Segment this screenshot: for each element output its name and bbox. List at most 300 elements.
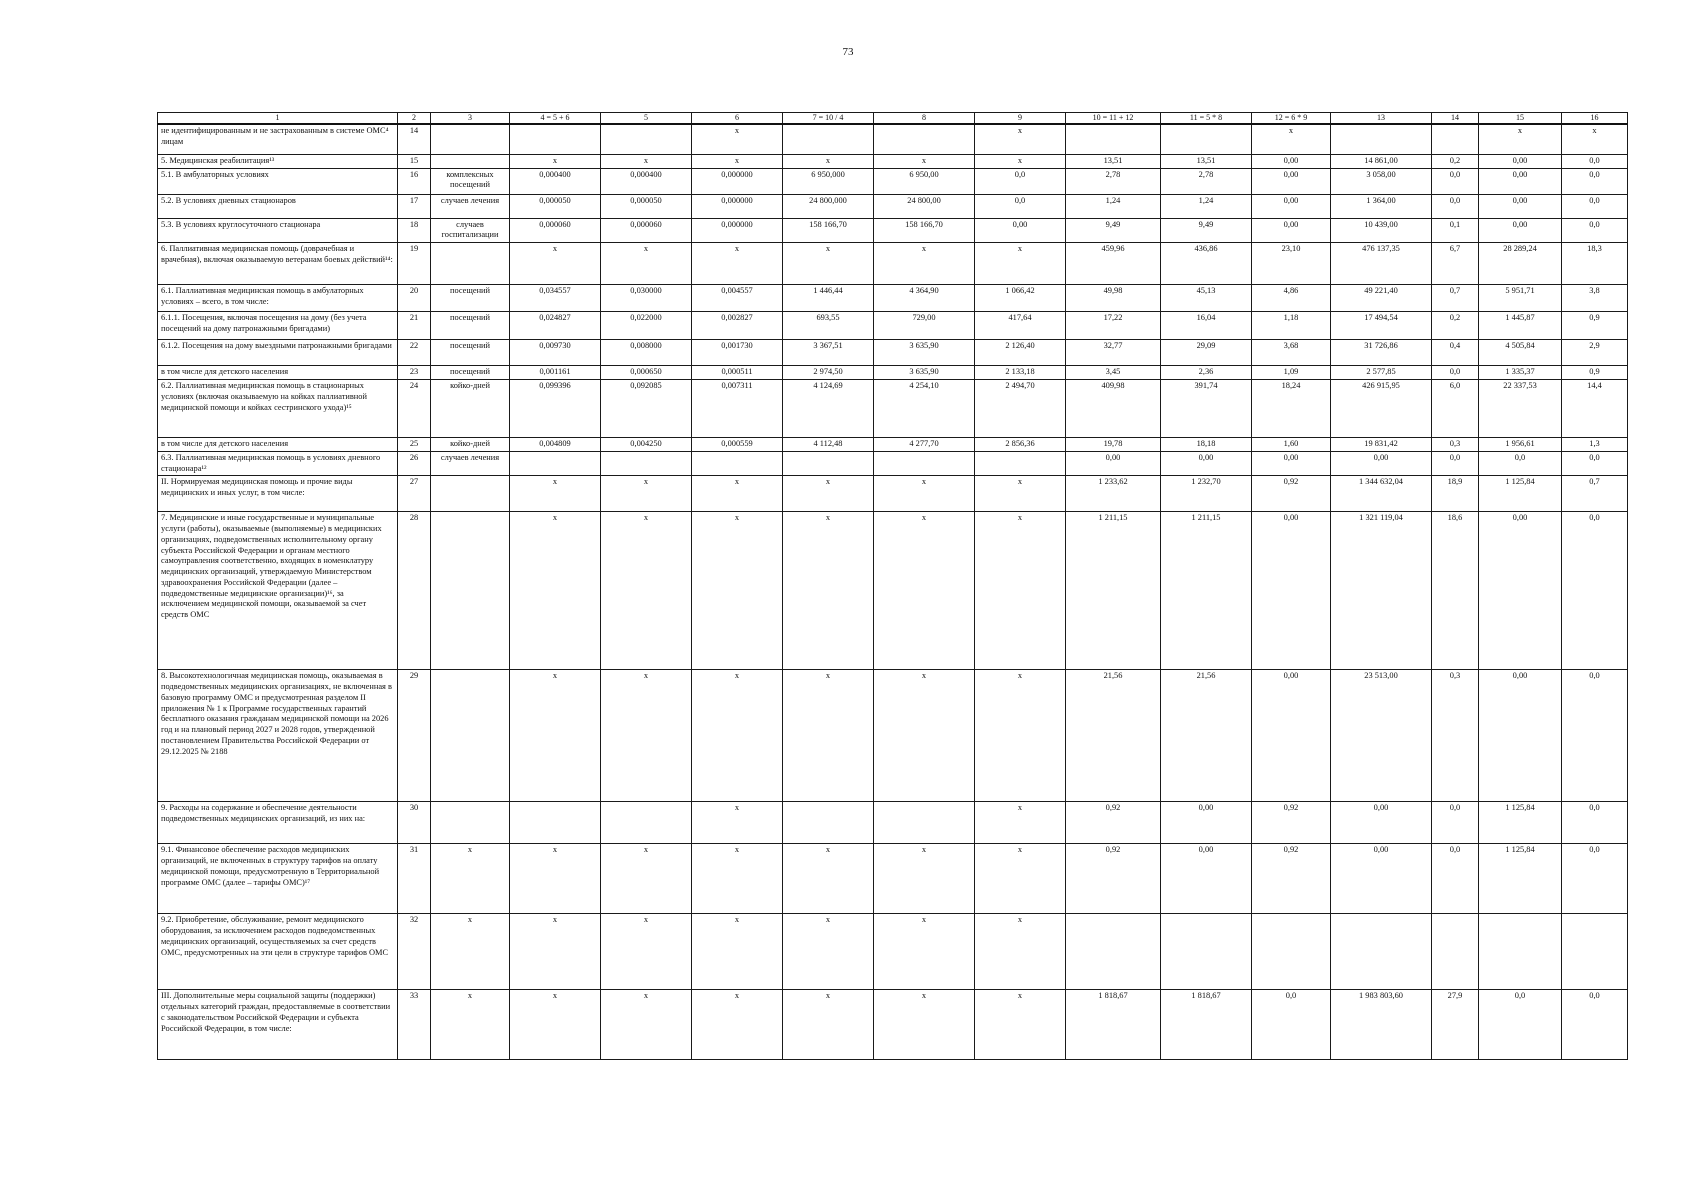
table-cell: x (975, 476, 1066, 512)
table-cell: 0,034557 (510, 285, 601, 312)
row-label: 5. Медицинская реабилитация¹³ (158, 154, 398, 168)
table-cell: 3 367,51 (783, 340, 874, 366)
table-cell: 1 364,00 (1331, 194, 1432, 218)
table-row (158, 285, 1628, 312)
table-cell: 3 635,90 (874, 340, 975, 366)
table-cell: 0,2 (1432, 154, 1479, 168)
table-cell: 18,24 (1252, 380, 1331, 438)
table-cell: x (692, 124, 783, 154)
table-cell: x (975, 243, 1066, 285)
table-cell (510, 451, 601, 476)
table-cell: x (783, 512, 874, 670)
table-cell: x (975, 802, 1066, 844)
table-cell: 22 337,53 (1479, 380, 1562, 438)
table-cell: 21,56 (1066, 670, 1161, 802)
table-cell: 2 577,85 (1331, 366, 1432, 380)
table-cell: 459,96 (1066, 243, 1161, 285)
row-label: в том числе для детского населения (158, 366, 398, 380)
table-cell: x (783, 914, 874, 990)
table-cell (601, 451, 692, 476)
unit-cell (431, 670, 510, 802)
table-cell: 13,51 (1161, 154, 1252, 168)
table-cell: 1 211,15 (1161, 512, 1252, 670)
table-cell: x (874, 476, 975, 512)
table-cell: x (510, 990, 601, 1060)
table-row (158, 218, 1628, 243)
row-label: 6.1. Паллиативная медицинская помощь в амбулаторных условиях – всего, в том числе: (158, 285, 398, 312)
table-cell: 4 277,70 (874, 438, 975, 452)
row-label: 7. Медицинские и иные государственные и муниципальные услуги (работы), оказываемые (выполняемые) в медицинских организациях, подведомственных исполнительному органу субъекта Российской Федерации и органам местного самоуправления соответственно, входящих в номенклатуру медицинских организаций, утверждаемую Министерством здравоохранения Российской Федерации (далее – подведомственные медицинские организации)¹⁶, за исключением медицинской помощи, оказываемой за счет средств ОМС (158, 512, 398, 670)
table-cell: 18,18 (1161, 438, 1252, 452)
table-cell: 0,9 (1562, 366, 1628, 380)
table-row (158, 243, 1628, 285)
table-cell: x (975, 154, 1066, 168)
table-cell: 0,92 (1252, 802, 1331, 844)
unit-cell: посещений (431, 340, 510, 366)
row-number: 15 (398, 154, 431, 168)
table-cell: x (783, 476, 874, 512)
table-cell: 0,0 (1562, 194, 1628, 218)
table-cell: 1 983 803,60 (1331, 990, 1432, 1060)
row-number: 30 (398, 802, 431, 844)
table-cell: x (601, 670, 692, 802)
table-row (158, 438, 1628, 452)
row-number: 17 (398, 194, 431, 218)
table-cell: 0,004809 (510, 438, 601, 452)
table-cell: 0,092085 (601, 380, 692, 438)
column-header: 16 (1562, 113, 1628, 125)
table-cell: 32,77 (1066, 340, 1161, 366)
table-row (158, 312, 1628, 340)
table-cell: 158 166,70 (783, 218, 874, 243)
table-cell: x (692, 243, 783, 285)
row-label: 5.1. В амбулаторных условиях (158, 168, 398, 194)
table-cell: 0,0 (1562, 844, 1628, 914)
table-cell: x (874, 844, 975, 914)
table-cell: 0,00 (1161, 802, 1252, 844)
table-cell: 2 126,40 (975, 340, 1066, 366)
table-cell: x (692, 670, 783, 802)
table-cell: 24 800,00 (874, 194, 975, 218)
table-cell: 0,0 (1252, 990, 1331, 1060)
column-header: 5 (601, 113, 692, 125)
table-cell: 158 166,70 (874, 218, 975, 243)
row-label: 6.1.2. Посещения на дому выездными патронажными бригадами (158, 340, 398, 366)
table-cell: 729,00 (874, 312, 975, 340)
table-cell: x (601, 512, 692, 670)
table-cell: 29,09 (1161, 340, 1252, 366)
column-header: 2 (398, 113, 431, 125)
table-cell: 17,22 (1066, 312, 1161, 340)
table-cell: 0,3 (1432, 670, 1479, 802)
table-cell: x (601, 243, 692, 285)
column-header: 9 (975, 113, 1066, 125)
table-cell: 0,0 (1432, 366, 1479, 380)
table-cell: 0,004557 (692, 285, 783, 312)
row-number: 21 (398, 312, 431, 340)
table-cell: 0,00 (1252, 168, 1331, 194)
table-cell: 2,9 (1562, 340, 1628, 366)
table-cell: 0,92 (1252, 844, 1331, 914)
table-cell: 2,78 (1161, 168, 1252, 194)
table-cell: x (692, 512, 783, 670)
table-cell: 2 856,36 (975, 438, 1066, 452)
table-cell: 1 321 119,04 (1331, 512, 1432, 670)
table-cell: 0,00 (1252, 218, 1331, 243)
row-label: 9.2. Приобретение, обслуживание, ремонт медицинского оборудования, за исключением расходов подведомственных медицинских организаций, осуществляемых за счет средств ОМС, предусмотренных на эти цели в структуре тарифов ОМС (158, 914, 398, 990)
table-cell: 1 818,67 (1161, 990, 1252, 1060)
table-cell: 0,0 (1562, 990, 1628, 1060)
table-cell: 5 951,71 (1479, 285, 1562, 312)
row-number: 16 (398, 168, 431, 194)
table-cell (1432, 914, 1479, 990)
table-cell: 1 125,84 (1479, 802, 1562, 844)
unit-cell: случаев госпитализации (431, 218, 510, 243)
table-cell (1066, 914, 1161, 990)
column-header: 1 (158, 113, 398, 125)
unit-cell: комплексных посещений (431, 168, 510, 194)
table-cell: x (1252, 124, 1331, 154)
table-row (158, 990, 1628, 1060)
column-header: 7 = 10 / 4 (783, 113, 874, 125)
table-cell: 16,04 (1161, 312, 1252, 340)
table-row (158, 380, 1628, 438)
table-row (158, 670, 1628, 802)
table-cell: 0,008000 (601, 340, 692, 366)
row-number: 32 (398, 914, 431, 990)
table-cell: 18,9 (1432, 476, 1479, 512)
table-cell: 0,0 (1479, 451, 1562, 476)
table-cell: 0,00 (1479, 670, 1562, 802)
table-cell: x (874, 990, 975, 1060)
table-cell (975, 451, 1066, 476)
unit-cell (431, 154, 510, 168)
row-number: 18 (398, 218, 431, 243)
table-cell: x (510, 154, 601, 168)
unit-cell: посещений (431, 312, 510, 340)
table-cell: 0,92 (1066, 802, 1161, 844)
row-label: 9.1. Финансовое обеспечение расходов медицинских организаций, не включенных в структуру тарифов на оплату медицинской помощи, предусмотренную в Территориальной программе ОМС (далее – тарифы ОМС)¹⁷ (158, 844, 398, 914)
table-cell: 18,3 (1562, 243, 1628, 285)
table-cell: 0,0 (1562, 802, 1628, 844)
unit-cell: посещений (431, 285, 510, 312)
table-cell (601, 124, 692, 154)
table-cell: 1,3 (1562, 438, 1628, 452)
table-cell (1331, 124, 1432, 154)
table-row (158, 512, 1628, 670)
table-cell: x (783, 844, 874, 914)
unit-cell (431, 476, 510, 512)
table-cell (510, 802, 601, 844)
table-cell (510, 124, 601, 154)
unit-cell: x (431, 914, 510, 990)
row-number: 33 (398, 990, 431, 1060)
table-cell: 0,000511 (692, 366, 783, 380)
table-cell: 21,56 (1161, 670, 1252, 802)
table-cell: 2 974,50 (783, 366, 874, 380)
table-row (158, 476, 1628, 512)
table-cell: x (1562, 124, 1628, 154)
table-cell: 45,13 (1161, 285, 1252, 312)
table-row (158, 340, 1628, 366)
unit-cell (431, 124, 510, 154)
table-cell: x (874, 914, 975, 990)
table-cell: x (783, 990, 874, 1060)
table-cell: 4 254,10 (874, 380, 975, 438)
row-label: 6.2. Паллиативная медицинская помощь в стационарных условиях (включая оказываемую на койках паллиативной медицинской помощи и койках сестринского ухода)¹⁵ (158, 380, 398, 438)
table-cell: 4 364,90 (874, 285, 975, 312)
table-cell: 1 335,37 (1479, 366, 1562, 380)
table-cell: x (692, 914, 783, 990)
table-cell (1479, 914, 1562, 990)
table-cell: 0,0 (1479, 990, 1562, 1060)
table-cell: 3 058,00 (1331, 168, 1432, 194)
column-header: 15 (1479, 113, 1562, 125)
table-cell (1161, 914, 1252, 990)
table-cell: 0,000050 (601, 194, 692, 218)
table-cell: 9,49 (1066, 218, 1161, 243)
table-cell (874, 124, 975, 154)
table-cell: 0,002827 (692, 312, 783, 340)
table-cell: 4 112,48 (783, 438, 874, 452)
table-cell: 0,00 (1479, 218, 1562, 243)
table-cell: 3,8 (1562, 285, 1628, 312)
table-cell: 0,001161 (510, 366, 601, 380)
table-cell: x (975, 670, 1066, 802)
table-cell: 2 494,70 (975, 380, 1066, 438)
unit-cell: койко-дней (431, 438, 510, 452)
table-cell: x (692, 990, 783, 1060)
table-cell: 0,0 (1432, 168, 1479, 194)
row-number: 24 (398, 380, 431, 438)
table-cell: 0,00 (1252, 670, 1331, 802)
table-cell: 1,18 (1252, 312, 1331, 340)
table-row (158, 451, 1628, 476)
row-number: 19 (398, 243, 431, 285)
table-cell: 0,92 (1252, 476, 1331, 512)
table-cell (601, 802, 692, 844)
table-cell: 0,00 (1252, 154, 1331, 168)
row-label: 8. Высокотехнологичная медицинская помощь, оказываемая в подведомственных медицинских организациях, не включенная в базовую программу ОМС и предусмотренная разделом II приложения № 1 к Программе государственных гарантий бесплатного оказания гражданам медицинской помощи на 2026 год и на плановый период 2027 и 2028 годов, утвержденной постановлением Правительства Российской Федерации от 29.12.2025 № 2188 (158, 670, 398, 802)
table-cell: 0,0 (1432, 802, 1479, 844)
column-header: 6 (692, 113, 783, 125)
table-cell: 476 137,35 (1331, 243, 1432, 285)
table-cell: 19,78 (1066, 438, 1161, 452)
row-label: 6.3. Паллиативная медицинская помощь в условиях дневного стационара¹² (158, 451, 398, 476)
table-cell: 0,00 (975, 218, 1066, 243)
table-cell: 3,68 (1252, 340, 1331, 366)
column-header: 8 (874, 113, 975, 125)
table-cell: x (692, 154, 783, 168)
table-row (158, 914, 1628, 990)
table-cell: x (1479, 124, 1562, 154)
unit-cell (431, 802, 510, 844)
table-cell: 14,4 (1562, 380, 1628, 438)
row-label: 5.2. В условиях дневных стационаров (158, 194, 398, 218)
table-cell (1066, 124, 1161, 154)
row-number: 20 (398, 285, 431, 312)
table-cell: 0,004250 (601, 438, 692, 452)
table-cell: 0,000559 (692, 438, 783, 452)
table-cell: 0,4 (1432, 340, 1479, 366)
table-cell: x (783, 154, 874, 168)
table-cell: 0,00 (1161, 451, 1252, 476)
table-cell: 0,000400 (601, 168, 692, 194)
column-header: 4 = 5 + 6 (510, 113, 601, 125)
row-label: 6.1.1. Посещения, включая посещения на дому (без учета посещений на дому патронажными бригадами) (158, 312, 398, 340)
table-cell: 0,0 (1562, 451, 1628, 476)
unit-cell: случаев лечения (431, 194, 510, 218)
table-cell: 426 915,95 (1331, 380, 1432, 438)
table-cell: 6,7 (1432, 243, 1479, 285)
table-cell: 3 635,90 (874, 366, 975, 380)
row-number: 14 (398, 124, 431, 154)
table-cell: 0,0 (1432, 844, 1479, 914)
table-cell: 31 726,86 (1331, 340, 1432, 366)
unit-cell (431, 243, 510, 285)
table-body (158, 124, 1628, 1060)
table-cell: 0,000050 (510, 194, 601, 218)
table-cell: 0,0 (1432, 194, 1479, 218)
row-number: 31 (398, 844, 431, 914)
table-cell: 1 956,61 (1479, 438, 1562, 452)
table-cell: x (692, 476, 783, 512)
table-cell: 49 221,40 (1331, 285, 1432, 312)
row-number: 22 (398, 340, 431, 366)
table-cell: 0,024827 (510, 312, 601, 340)
table-cell: 417,64 (975, 312, 1066, 340)
column-header: 12 = 6 * 9 (1252, 113, 1331, 125)
table-cell: 0,0 (1562, 168, 1628, 194)
table-cell: 0,00 (1161, 844, 1252, 914)
row-number: 25 (398, 438, 431, 452)
table-cell: x (874, 243, 975, 285)
table-cell: 2,36 (1161, 366, 1252, 380)
table-cell: 0,3 (1432, 438, 1479, 452)
table-cell: 6 950,000 (783, 168, 874, 194)
table-cell: 0,007311 (692, 380, 783, 438)
table-cell: 17 494,54 (1331, 312, 1432, 340)
table-cell: 0,1 (1432, 218, 1479, 243)
table-cell: 0,00 (1252, 451, 1331, 476)
table-row (158, 844, 1628, 914)
table-cell: 0,0 (1562, 154, 1628, 168)
table-cell: 436,86 (1161, 243, 1252, 285)
table-row (158, 802, 1628, 844)
table-cell: 1 232,70 (1161, 476, 1252, 512)
table-cell: 23 513,00 (1331, 670, 1432, 802)
table-cell: x (510, 476, 601, 512)
table-cell: 0,0 (1432, 451, 1479, 476)
table-cell: 27,9 (1432, 990, 1479, 1060)
table-cell: x (975, 512, 1066, 670)
table-cell: 0,2 (1432, 312, 1479, 340)
table-cell (874, 451, 975, 476)
unit-cell (431, 512, 510, 670)
table-cell: x (783, 243, 874, 285)
table-cell: 0,000060 (601, 218, 692, 243)
table-cell: x (510, 670, 601, 802)
table-cell: 0,00 (1331, 802, 1432, 844)
table-cell: x (601, 990, 692, 1060)
table-cell: x (874, 670, 975, 802)
table-cell: 0,9 (1562, 312, 1628, 340)
table-cell: 0,00 (1252, 194, 1331, 218)
table-cell: 24 800,000 (783, 194, 874, 218)
table-row (158, 194, 1628, 218)
table-cell: 0,92 (1066, 844, 1161, 914)
unit-cell: x (431, 990, 510, 1060)
table-cell (874, 802, 975, 844)
table-cell: 1 211,15 (1066, 512, 1161, 670)
table-cell: 0,7 (1432, 285, 1479, 312)
table-cell: 1 125,84 (1479, 844, 1562, 914)
table-cell: x (692, 802, 783, 844)
table-cell (1562, 914, 1628, 990)
table-cell: x (874, 512, 975, 670)
table-cell: 1 066,42 (975, 285, 1066, 312)
table-cell: 693,55 (783, 312, 874, 340)
table-cell: 14 861,00 (1331, 154, 1432, 168)
table-cell: 0,009730 (510, 340, 601, 366)
table-cell: 0,099396 (510, 380, 601, 438)
table-cell: 1,24 (1161, 194, 1252, 218)
table-cell: x (601, 476, 692, 512)
page-number: 73 (842, 46, 854, 58)
table-cell: 3,45 (1066, 366, 1161, 380)
row-label: 6. Паллиативная медицинская помощь (доврачебная и врачебная), включая оказываемую ветеранам боевых действий¹⁴: (158, 243, 398, 285)
table-cell: 1 818,67 (1066, 990, 1161, 1060)
row-label: в том числе для детского населения (158, 438, 398, 452)
table-cell: 0,0 (1562, 218, 1628, 243)
table-cell: 0,00 (1479, 168, 1562, 194)
table-cell: 1,60 (1252, 438, 1331, 452)
row-number: 27 (398, 476, 431, 512)
table-cell (692, 451, 783, 476)
table-cell: 391,74 (1161, 380, 1252, 438)
table-cell: 0,000400 (510, 168, 601, 194)
column-header: 10 = 11 + 12 (1066, 113, 1161, 125)
table-cell: 4 505,84 (1479, 340, 1562, 366)
table-cell: 49,98 (1066, 285, 1161, 312)
table-cell: 0,022000 (601, 312, 692, 340)
data-table (157, 112, 1628, 1060)
table-cell: 1 445,87 (1479, 312, 1562, 340)
unit-cell: x (431, 844, 510, 914)
table-cell: 0,0 (1562, 670, 1628, 802)
table-cell: x (975, 990, 1066, 1060)
row-number: 29 (398, 670, 431, 802)
table-cell: 1 344 632,04 (1331, 476, 1432, 512)
table-cell: 4,86 (1252, 285, 1331, 312)
table-cell: 409,98 (1066, 380, 1161, 438)
table-cell: 13,51 (1066, 154, 1161, 168)
table-cell: 0,00 (1331, 844, 1432, 914)
table-cell (1161, 124, 1252, 154)
table-row (158, 366, 1628, 380)
table-cell: 0,0 (975, 168, 1066, 194)
table-cell (1432, 124, 1479, 154)
table-cell: 0,000000 (692, 168, 783, 194)
table-cell: 19 831,42 (1331, 438, 1432, 452)
table-cell: 0,00 (1252, 512, 1331, 670)
row-label: 5.3. В условиях круглосуточного стационара (158, 218, 398, 243)
table-cell: x (874, 154, 975, 168)
row-label: III. Дополнительные меры социальной защиты (поддержки) отдельных категорий граждан, предоставляемые в соответствии с законодательством Российской Федерации и субъекта Российской Федерации, в том числе: (158, 990, 398, 1060)
unit-cell: койко-дней (431, 380, 510, 438)
table-cell: 0,0 (975, 194, 1066, 218)
row-number: 23 (398, 366, 431, 380)
